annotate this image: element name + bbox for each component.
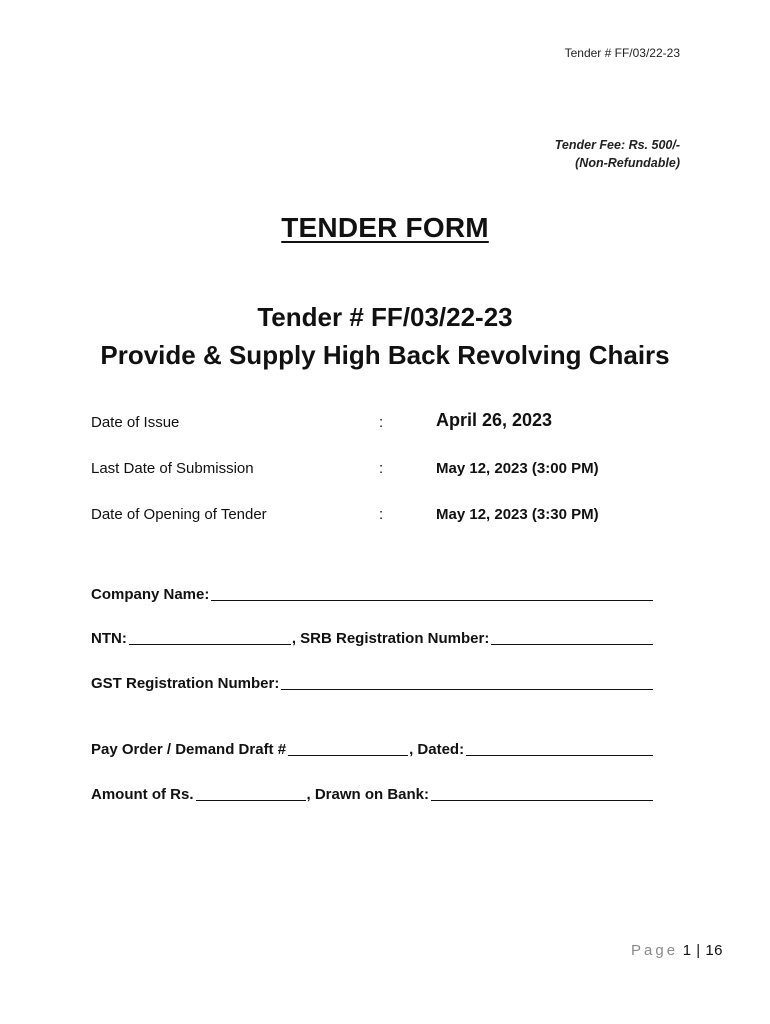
info-colon: : (379, 506, 384, 523)
subtitle-description: Provide & Supply High Back Revolving Chairs (100, 340, 670, 370)
info-label: Last Date of Submission (91, 460, 254, 477)
drawn-on-label: , Drawn on Bank: (306, 786, 430, 803)
info-label: Date of Opening of Tender (91, 506, 267, 523)
page-separator: | (696, 942, 701, 959)
company-name-blank[interactable] (211, 586, 653, 601)
page-title (0, 212, 770, 244)
pay-order-label: Pay Order / Demand Draft # (91, 741, 287, 758)
pay-order-blank[interactable] (288, 741, 408, 756)
title-text: TENDER FORM (281, 212, 489, 243)
pay-order-field (91, 741, 654, 758)
page-total: 16 (705, 942, 723, 959)
amount-field (91, 786, 654, 803)
info-row-date-of-opening (91, 500, 691, 546)
dated-label: , Dated: (409, 741, 465, 758)
tender-fee-note (555, 136, 680, 172)
amount-blank[interactable] (196, 786, 306, 801)
gst-field (91, 675, 654, 692)
info-row-last-date-submission (91, 454, 691, 500)
info-row-date-of-issue (91, 408, 691, 454)
page-word: Page (631, 942, 679, 959)
ntn-label: NTN: (91, 630, 127, 647)
srb-label: , SRB Registration Number: (291, 630, 490, 647)
dated-blank[interactable] (466, 741, 653, 756)
page-current: 1 (682, 942, 692, 959)
subtitle-tender-number: Tender # FF/03/22-23 (257, 302, 513, 332)
page-number-footer (631, 942, 723, 959)
company-name-field (91, 586, 654, 603)
gst-label: GST Registration Number: (91, 675, 280, 692)
info-label: Date of Issue (91, 414, 180, 431)
info-value: April 26, 2023 (436, 410, 553, 430)
ntn-blank[interactable] (129, 630, 291, 645)
tender-subtitle (0, 298, 770, 374)
ntn-srb-field (91, 630, 654, 647)
tender-fee: Tender Fee: Rs. 500/- (554, 138, 680, 152)
srb-blank[interactable] (491, 630, 653, 645)
info-colon: : (379, 460, 384, 477)
gst-blank[interactable] (281, 675, 653, 690)
amount-label: Amount of Rs. (91, 786, 194, 803)
info-value: May 12, 2023 (3:30 PM) (436, 506, 599, 523)
info-colon: : (379, 414, 384, 431)
non-refundable-note: (Non-Refundable) (575, 156, 680, 170)
info-value: May 12, 2023 (3:00 PM) (436, 460, 599, 477)
drawn-on-blank[interactable] (431, 786, 653, 801)
tender-dates (91, 408, 691, 546)
company-name-label: Company Name: (91, 586, 210, 603)
header-tender-ref: Tender # FF/03/22-23 (564, 46, 680, 60)
